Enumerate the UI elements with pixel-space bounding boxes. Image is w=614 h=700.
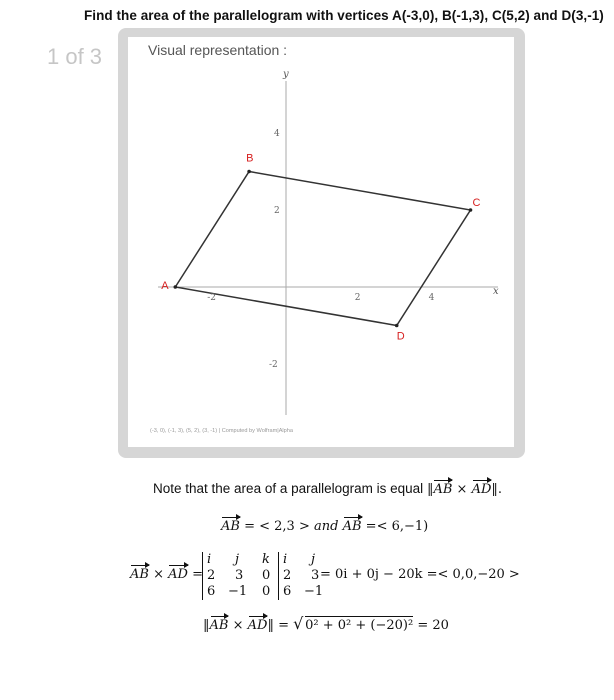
determinant	[200, 552, 324, 600]
vertex-point	[247, 170, 251, 174]
parallelogram-shape	[175, 172, 470, 326]
question-title: Find the area of the parallelogram with vertices A(-3,0), B(-1,3), C(5,2) and D(3,-1)	[84, 8, 604, 23]
determinant-bar	[278, 552, 279, 600]
equals-sign: =	[278, 618, 289, 633]
vector-ad: AD	[247, 618, 268, 633]
det-cell: i	[207, 552, 212, 567]
vector-ab: AB	[221, 519, 240, 534]
det-cell: i	[283, 552, 288, 567]
vector-ab: AB	[433, 482, 453, 497]
det-cell: −1	[228, 584, 248, 599]
ab-value: = < 2,3 >	[244, 519, 310, 534]
det-cell: 0	[262, 584, 271, 599]
times-symbol: ×	[232, 618, 244, 633]
x-axis-name: x	[493, 286, 499, 297]
x-tick-label: -2	[207, 293, 216, 303]
determinant-bar	[202, 552, 203, 600]
square-root	[293, 614, 414, 633]
note-text: Note that the area of a parallelogram is equal	[153, 481, 424, 496]
vector-ab: AB	[130, 567, 149, 582]
y-tick-label: 2	[274, 206, 280, 216]
times-symbol: ×	[153, 567, 164, 582]
vertex-point	[395, 324, 399, 328]
y-axis-name: y	[283, 69, 289, 80]
det-cell: j	[235, 552, 240, 567]
det-cell: 2	[207, 568, 216, 583]
x-tick-label: 4	[428, 293, 435, 303]
det-cell: 2	[283, 568, 292, 583]
vertex-label: B	[246, 152, 254, 165]
det-cell: 0	[262, 568, 271, 583]
area-computation	[203, 614, 449, 633]
norm-expression: ‖AB × AD‖.	[426, 482, 503, 497]
y-tick-label: 4	[274, 129, 280, 139]
area-result: = 20	[417, 618, 449, 633]
y-tick-label: -2	[269, 360, 278, 370]
vector-ad: AD	[168, 567, 188, 582]
ad-value: =< 6,−1)	[365, 519, 429, 534]
det-cell: 3	[311, 568, 320, 583]
area-note	[153, 481, 502, 497]
cross-product-lhs	[130, 567, 203, 582]
visual-card-inner	[128, 37, 514, 447]
det-cell: −1	[304, 584, 324, 599]
radicand: 0² + 0² + (−20)²	[305, 618, 414, 633]
vector-ad: AD	[471, 482, 492, 497]
vector-ab-second: AB	[342, 519, 362, 534]
times-symbol: ×	[456, 482, 468, 497]
vector-ab: AB	[209, 618, 229, 633]
det-cell: 6	[207, 584, 216, 599]
vector-definitions	[221, 519, 428, 534]
visual-card	[118, 28, 525, 458]
and-word: and	[313, 519, 339, 534]
parallelogram-graph	[128, 37, 514, 447]
det-cell: 3	[235, 568, 244, 583]
det-cell: k	[262, 552, 270, 567]
det-cell: j	[311, 552, 316, 567]
graph-credit: (-3, 0), (-1, 3), (5, 2), (3, -1) | Computed by Wolfram|Alpha	[150, 428, 294, 434]
vertex-label: C	[472, 197, 481, 209]
equals-sign: =	[192, 567, 203, 582]
x-tick-label: 2	[354, 293, 361, 303]
det-cell: 6	[283, 584, 292, 599]
norm-expression: ‖AB × AD‖	[203, 618, 274, 633]
page-counter: 1 of 3	[47, 44, 103, 69]
radical-sign: √	[293, 614, 304, 633]
cross-product-result: = 0i + 0j − 20k =< 0,0,−20 >	[320, 567, 520, 582]
vertex-label: A	[161, 280, 169, 292]
vertex-point	[174, 285, 178, 289]
visual-label: Visual representation :	[148, 42, 288, 58]
vertex-label: D	[396, 330, 405, 343]
